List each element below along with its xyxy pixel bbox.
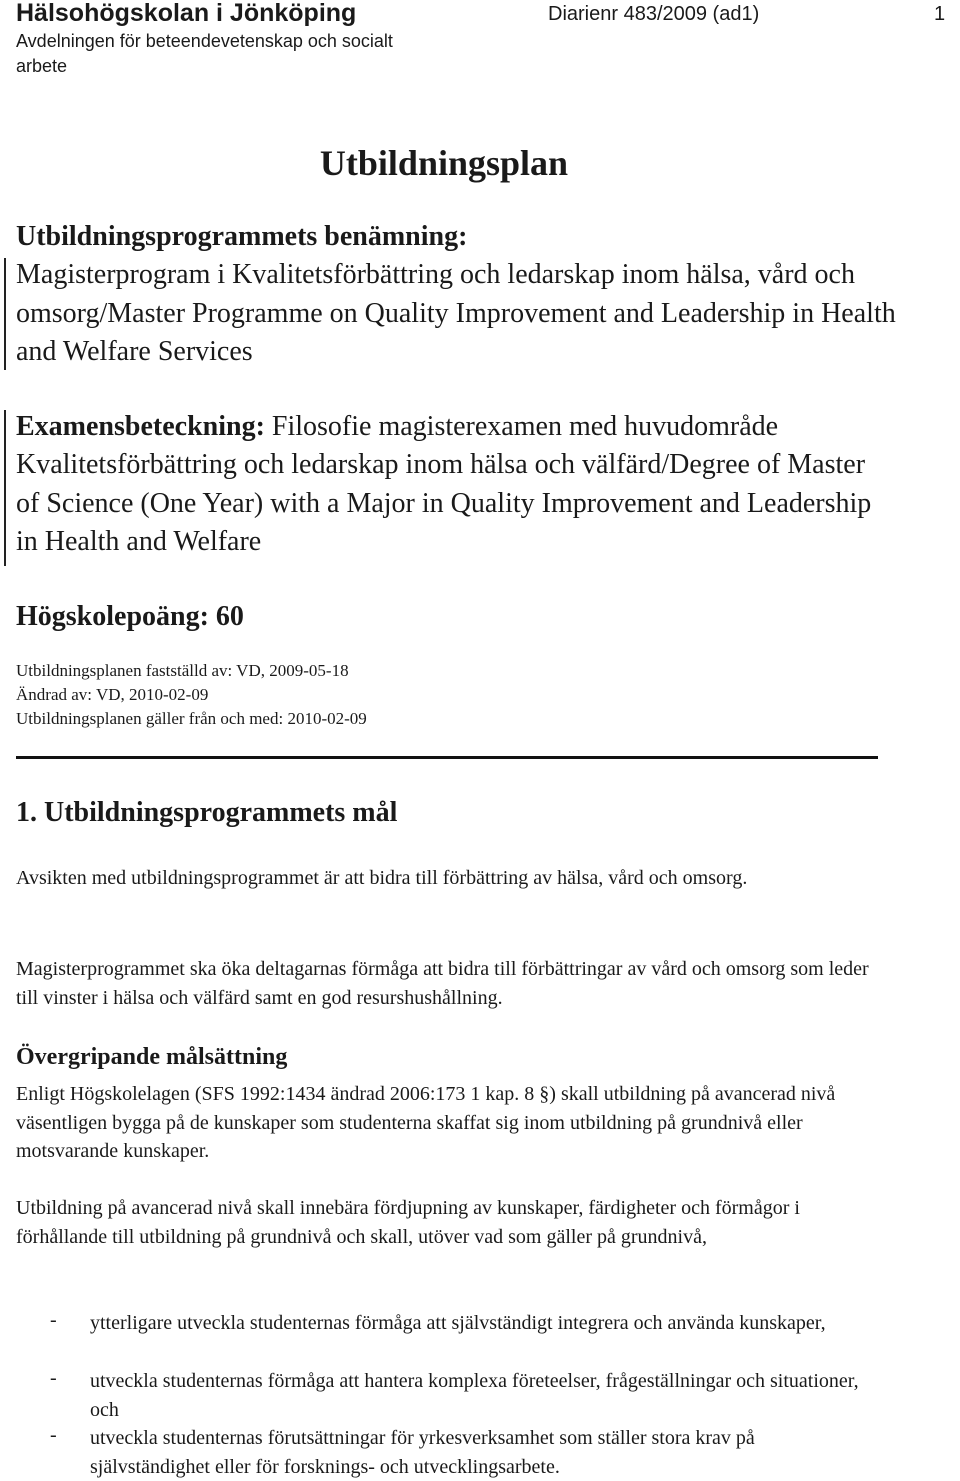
section-heading-goals: 1. Utbildningsprogrammets mål xyxy=(16,797,398,828)
degree-value: Filosofie magisterexamen med huvudområde Kvalitetsförbättring och ledarskap inom hälsa och välfärd/Degree of Master of Science (One Year) with a Major in Quality Improvement and Leadership in Health and Welfare xyxy=(16,411,872,557)
degree-label: Examensbeteckning: xyxy=(16,411,265,442)
credits-line: Högskolepoäng: 60 xyxy=(16,601,244,632)
paragraph: Enligt Högskolelagen (SFS 1992:1434 ändrad 2006:173 1 kap. 8 §) skall utbildning på avancerad nivå väsentligen bygga på de kunskaper som studenterna skaffat sig inom utbildning på grundnivå eller motsvarande kunskaper. xyxy=(16,1083,836,1162)
paragraph: Avsikten med utbildningsprogrammet är att bidra till förbättring av hälsa, vård och omsorg. xyxy=(16,867,748,889)
diarienr: Diarienr 483/2009 (ad1) xyxy=(548,3,760,25)
section-heading-overall-objective: Övergripande målsättning xyxy=(16,1044,288,1070)
program-name-label: Utbildningsprogrammets benämning: xyxy=(16,221,468,252)
list-bullet: - xyxy=(50,1367,57,1389)
school-name: Hälsohögskolan i Jönköping xyxy=(16,0,357,27)
list-item: utveckla studenternas förmåga att hantera komplexa företeelser, frågeställningar och situationer, och xyxy=(90,1370,859,1421)
program-name-value: Magisterprogram i Kvalitetsförbättring och ledarskap inom hälsa, vård och omsorg/Master Programme on Quality Improvement and Leadership in Health and Welfare Services xyxy=(16,259,896,367)
page-number: 1 xyxy=(934,3,946,25)
paragraph: Utbildning på avancerad nivå skall innebära fördjupning av kunskaper, färdigheter och förmågor i förhållande till utbildning på grundnivå och skall, utöver vad som gäller på grundnivå, xyxy=(16,1197,800,1248)
meta-established: Utbildningsplanen fastställd av: VD, 2009-05-18 xyxy=(16,661,349,680)
degree-block xyxy=(16,408,891,561)
change-bar xyxy=(4,258,6,370)
paragraph: Magisterprogrammet ska öka deltagarnas förmåga att bidra till förbättringar av vård och omsorg som leder till vinster i hälsa och välfärd samt en god resurshushållning. xyxy=(16,958,869,1009)
document-title: Utbildningsplan xyxy=(319,143,569,183)
list-bullet: - xyxy=(50,1424,57,1446)
department-name: Avdelningen för beteendevetenskap och socialt arbete xyxy=(16,31,393,76)
change-bar xyxy=(4,410,6,566)
horizontal-rule xyxy=(16,756,878,759)
list-bullet: - xyxy=(50,1309,57,1331)
meta-valid-from: Utbildningsplanen gäller från och med: 2010-02-09 xyxy=(16,709,367,728)
meta-changed: Ändrad av: VD, 2010-02-09 xyxy=(16,685,209,704)
program-name-block xyxy=(16,218,916,371)
list-item: ytterligare utveckla studenternas förmåga att självständigt integrera och använda kunskaper, xyxy=(90,1312,826,1334)
list-item: utveckla studenternas förutsättningar för yrkesverksamhet som ställer stora krav på självständighet eller för forsknings- och utvecklingsarbete. xyxy=(90,1427,755,1478)
